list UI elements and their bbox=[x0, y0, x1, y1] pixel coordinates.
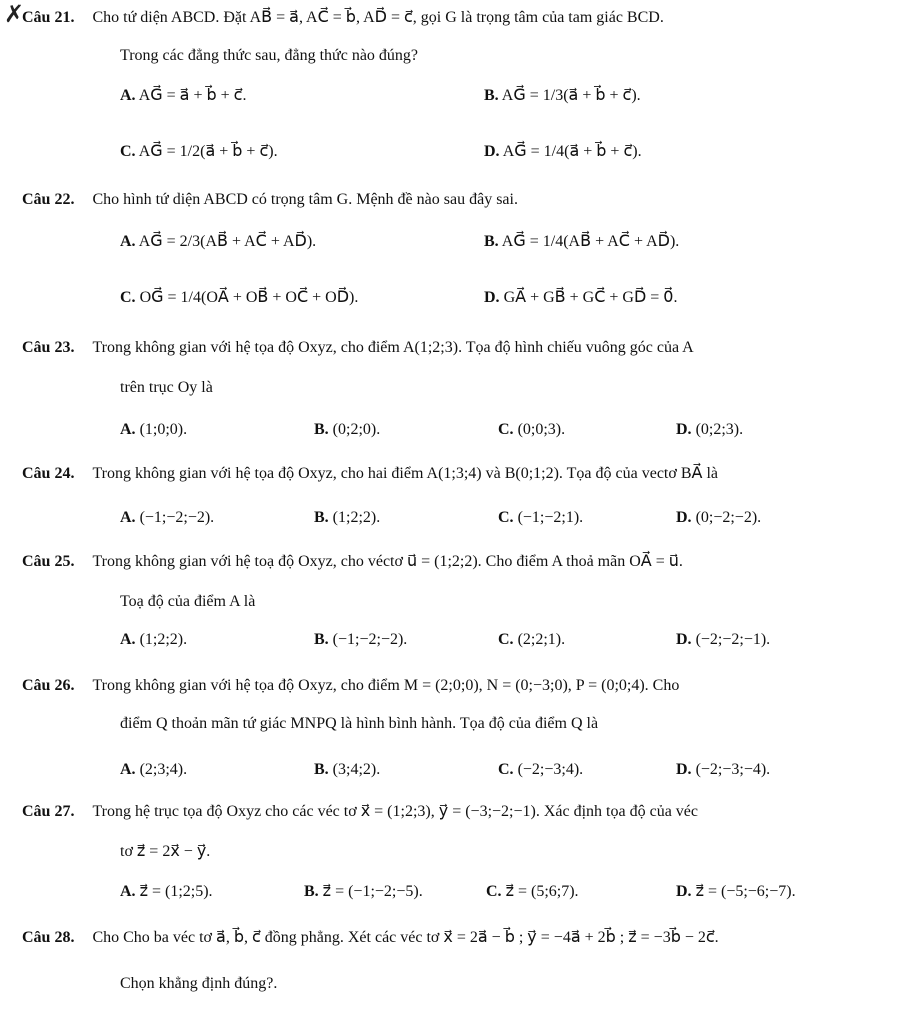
question-26-option-d: D. (−2;−3;−4). bbox=[676, 761, 771, 778]
question-28-line-1: Câu 28. Cho Cho ba véc tơ a⃗, b⃗, c⃗ đồng phẳng. Xét các véc tơ x⃗ = 2a⃗ − b⃗ ; y⃗ = −4a⃗ + 2b⃗ ; z⃗ = −3b⃗ − 2c⃗. bbox=[22, 929, 719, 946]
question-25-option-a: A. (1;2;2). bbox=[120, 631, 188, 648]
question-22-option-d: D. GA⃗ + GB⃗ + GC⃗ + GD⃗ = 0⃗. bbox=[484, 289, 678, 306]
question-23-option-d: D. (0;2;3). bbox=[676, 421, 744, 438]
question-25-option-c: C. (2;2;1). bbox=[498, 631, 566, 648]
question-stem: Cho tứ diện ABCD. Đặt AB⃗ = a⃗, AC⃗ = b⃗, AD⃗ = c⃗, gọi G là trọng tâm của tam giác BCD. bbox=[92, 9, 664, 26]
question-26-line-2: điểm Q thoản mãn tứ giác MNPQ là hình bình hành. Tọa độ của điểm Q là bbox=[120, 715, 599, 732]
question-25-option-b: B. (−1;−2;−2). bbox=[314, 631, 408, 648]
question-22-option-c: C. OG⃗ = 1/4(OA⃗ + OB⃗ + OC⃗ + OD⃗). bbox=[120, 289, 359, 306]
question-21-option-c: C. AG⃗ = 1/2(a⃗ + b⃗ + c⃗). bbox=[120, 143, 278, 160]
question-27-option-d: D. z⃗ = (−5;−6;−7). bbox=[676, 883, 796, 900]
question-23-option-b: B. (0;2;0). bbox=[314, 421, 381, 438]
question-24-option-c: C. (−1;−2;1). bbox=[498, 509, 584, 526]
question-27-option-b: B. z⃗ = (−1;−2;−5). bbox=[304, 883, 423, 900]
question-27-line-1: Câu 27. Trong hệ trục tọa độ Oxyz cho các véc tơ x⃗ = (1;2;3), y⃗ = (−3;−2;−1). Xác định tọa độ của véc bbox=[22, 803, 698, 820]
question-23-line-1: Câu 23. Trong không gian với hệ tọa độ Oxyz, cho điểm A(1;2;3). Tọa độ hình chiếu vuông góc của A bbox=[22, 339, 694, 356]
question-26-option-c: C. (−2;−3;4). bbox=[498, 761, 584, 778]
question-22-option-b: B. AG⃗ = 1/4(AB⃗ + AC⃗ + AD⃗). bbox=[484, 233, 680, 250]
question-27-option-c: C. z⃗ = (5;6;7). bbox=[486, 883, 579, 900]
question-number: Câu 21. bbox=[22, 9, 75, 26]
question-21-option-a: A. AG⃗ = a⃗ + b⃗ + c⃗. bbox=[120, 87, 247, 104]
question-26-option-a: A. (2;3;4). bbox=[120, 761, 188, 778]
question-24-option-a: A. (−1;−2;−2). bbox=[120, 509, 215, 526]
question-25-line-1: Câu 25. Trong không gian với hệ toạ độ Oxyz, cho véctơ u⃗ = (1;2;2). Cho điểm A thoả mãn OA⃗ = u⃗. bbox=[22, 553, 683, 570]
question-22-option-a: A. AG⃗ = 2/3(AB⃗ + AC⃗ + AD⃗). bbox=[120, 233, 317, 250]
question-27-option-a: A. z⃗ = (1;2;5). bbox=[120, 883, 213, 900]
question-23-line-2: trên trục Oy là bbox=[120, 379, 213, 396]
question-25-option-d: D. (−2;−2;−1). bbox=[676, 631, 771, 648]
question-23-option-c: C. (0;0;3). bbox=[498, 421, 566, 438]
question-24-line-1: Câu 24. Trong không gian với hệ tọa độ Oxyz, cho hai điểm A(1;3;4) và B(0;1;2). Tọa độ của vectơ BA⃗ là bbox=[22, 465, 718, 482]
question-21-option-b: B. AG⃗ = 1/3(a⃗ + b⃗ + c⃗). bbox=[484, 87, 641, 104]
question-26-line-1: Câu 26. Trong không gian với hệ tọa độ Oxyz, cho điểm M = (2;0;0), N = (0;−3;0), P = (0;0;4). Cho bbox=[22, 677, 680, 694]
cross-mark-icon: ✗ bbox=[4, 0, 25, 28]
question-23-option-a: A. (1;0;0). bbox=[120, 421, 188, 438]
question-26-option-b: B. (3;4;2). bbox=[314, 761, 381, 778]
question-21-option-d: D. AG⃗ = 1/4(a⃗ + b⃗ + c⃗). bbox=[484, 143, 642, 160]
question-24-option-d: D. (0;−2;−2). bbox=[676, 509, 762, 526]
question-21-line-2: Trong các đẳng thức sau, đẳng thức nào đúng? bbox=[120, 47, 419, 64]
question-28-line-2: Chọn khẳng định đúng?. bbox=[120, 975, 278, 992]
question-24-option-b: B. (1;2;2). bbox=[314, 509, 381, 526]
question-27-line-2: tơ z⃗ = 2x⃗ − y⃗. bbox=[120, 843, 211, 860]
question-21-line-1 bbox=[22, 8, 664, 28]
question-25-line-2: Toạ độ của điểm A là bbox=[120, 593, 256, 610]
question-22-line-1: Câu 22. Cho hình tứ diện ABCD có trọng tâm G. Mệnh đề nào sau đây sai. bbox=[22, 191, 518, 208]
